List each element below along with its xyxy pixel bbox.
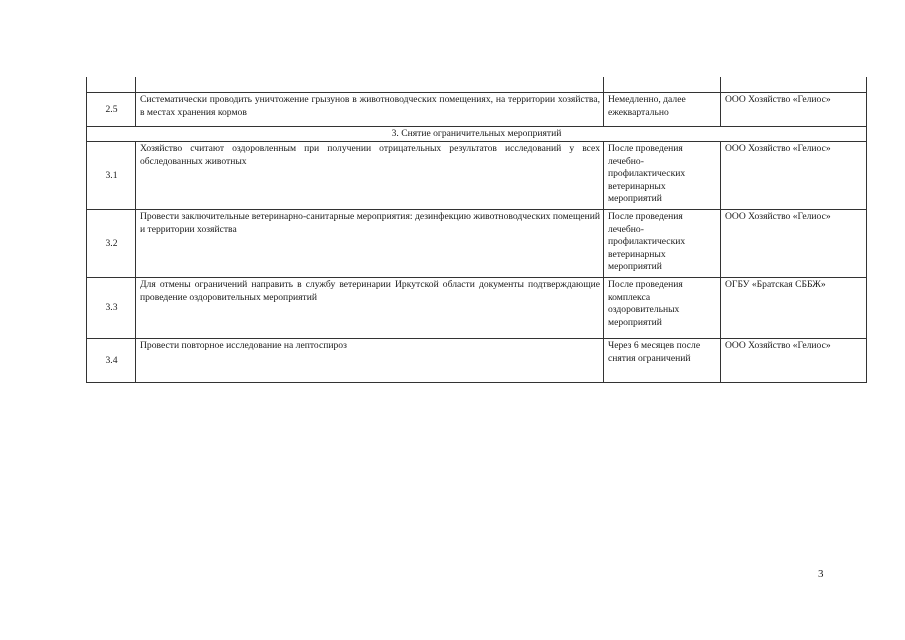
table-row-continuation bbox=[87, 77, 867, 93]
cell-empty bbox=[136, 77, 604, 93]
row-responsible: ОГБУ «Братская СББЖ» bbox=[721, 278, 867, 339]
row-responsible: ООО Хозяйство «Гелиос» bbox=[721, 339, 867, 383]
table-row bbox=[87, 278, 867, 339]
row-term: После проведения лечебно-профилактических ветеринарных мероприятий bbox=[604, 210, 721, 278]
row-action: Провести заключительные ветеринарно-санитарные мероприятия: дезинфекцию животноводческих помещений и территории хозяйства bbox=[136, 210, 604, 278]
row-number: 3.4 bbox=[87, 339, 136, 383]
row-action: Провести повторное исследование на лептоспироз bbox=[136, 339, 604, 383]
row-responsible: ООО Хозяйство «Гелиос» bbox=[721, 210, 867, 278]
row-responsible: ООО Хозяйство «Гелиос» bbox=[721, 142, 867, 210]
row-action: Для отмены ограничений направить в службу ветеринарии Иркутской области документы подтверждающие проведение оздоровительных мероприятий bbox=[136, 278, 604, 339]
row-term: Немедленно, далее ежеквартально bbox=[604, 93, 721, 127]
section-title: 3. Снятие ограничительных мероприятий bbox=[87, 127, 867, 142]
row-number: 3.3 bbox=[87, 278, 136, 339]
row-number: 3.2 bbox=[87, 210, 136, 278]
table-row bbox=[87, 142, 867, 210]
row-term: После проведения лечебно-профилактических ветеринарных мероприятий bbox=[604, 142, 721, 210]
row-action: Хозяйство считают оздоровленным при получении отрицательных результатов исследований у всех обследованных животных bbox=[136, 142, 604, 210]
table-row bbox=[87, 93, 867, 127]
cell-empty bbox=[87, 77, 136, 93]
cell-empty bbox=[721, 77, 867, 93]
row-responsible: ООО Хозяйство «Гелиос» bbox=[721, 93, 867, 127]
table-row bbox=[87, 210, 867, 278]
row-number: 3.1 bbox=[87, 142, 136, 210]
row-term: После проведения комплекса оздоровительных мероприятий bbox=[604, 278, 721, 339]
row-term: Через 6 месяцев после снятия ограничений bbox=[604, 339, 721, 383]
row-action: Систематически проводить уничтожение грызунов в животноводческих помещениях, на территории хозяйства, в местах хранения кормов bbox=[136, 93, 604, 127]
cell-empty bbox=[604, 77, 721, 93]
measures-table bbox=[86, 77, 867, 383]
table-row bbox=[87, 339, 867, 383]
section-header-row bbox=[87, 127, 867, 142]
page-number: 3 bbox=[818, 568, 824, 580]
row-number: 2.5 bbox=[87, 93, 136, 127]
